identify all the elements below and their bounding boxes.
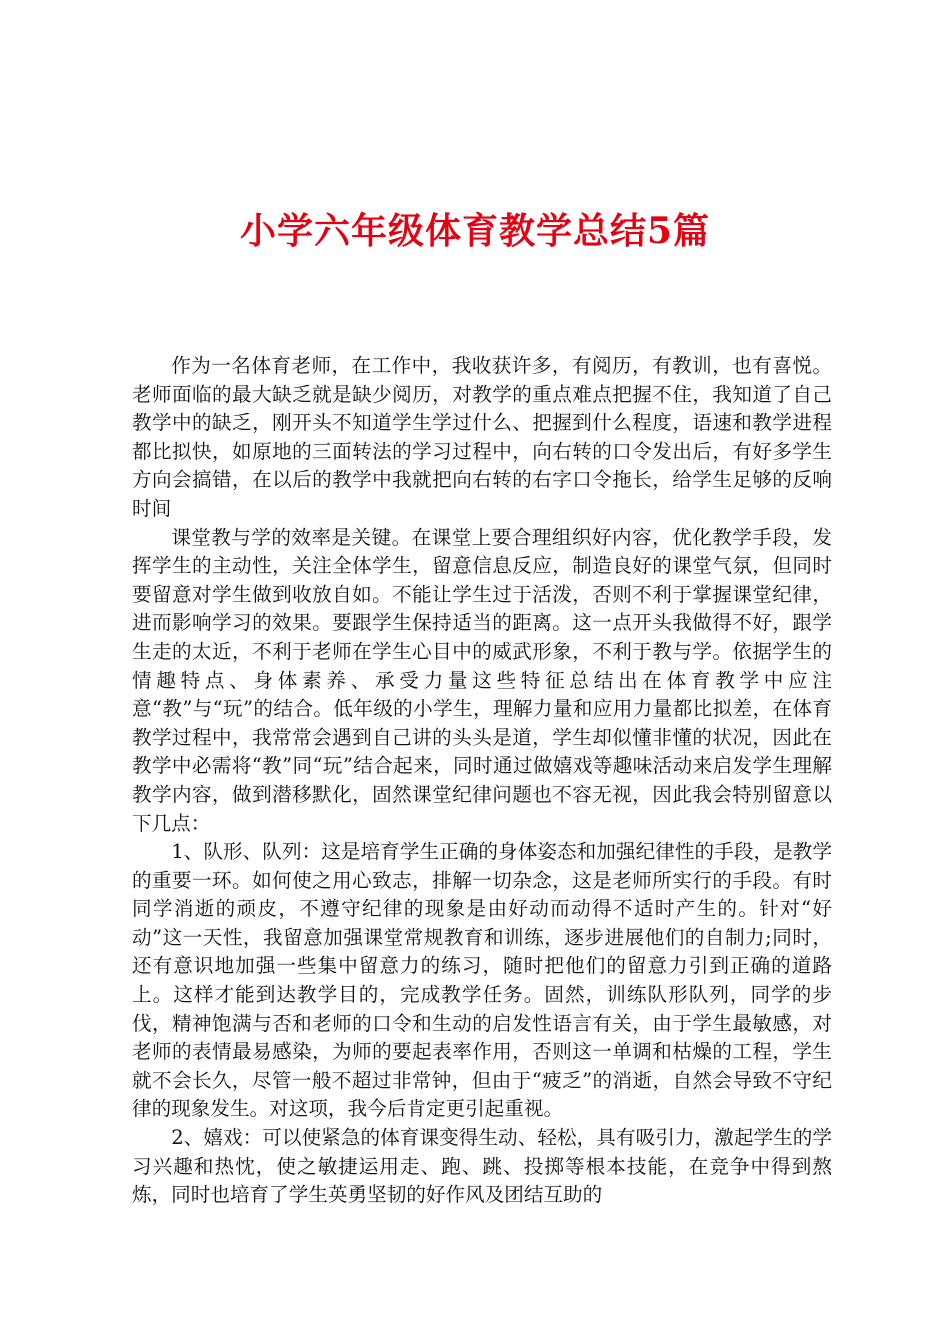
paragraph-formation-drill: 1、队形、队列：这是培育学生正确的身体姿态和加强纪律性的手段，是教学的重要一环。如何使之用心致志，排解一切杂念，这是老师所实行的手段。有时同学消逝的顽皮，不遵守纪律的现象是由好动而动得不适时产生的。针对“好动”这一天性，我留意加强课堂常规教育和训练，逐步进展他们的自制力;同时，还有意识地加强一些集中留意力的练习，随时把他们的留意力引到正确的道路上。这样才能到达教学目的，完成教学任务。固然，训练队形队列，同学的步伐，精神饱满与否和老师的口令和生动的启发性语言有关，由于学生最敏感，对老师的表情最易感染，为师的要起表率作用，否则这一单调和枯燥的工程，学生就不会长久，尽管一般不超过非常钟，但由于“疲乏”的消逝，自然会导致不守纪律的现象发生。对这项，我今后肯定更引起重视。 <box>132 840 832 1121</box>
document-title: 小学六年级体育教学总结5篇 <box>239 210 711 252</box>
paragraph-intro: 作为一名体育老师，在工作中，我收获许多，有阅历，有教训，也有喜悦。老师面临的最大缺乏就是缺少阅历，对教学的重点难点把握不住，我知道了自己教学中的缺乏，刚开头不知道学生学过什么、把握到什么程度，语速和教学进程都比拟快，如原地的三面转法的学习过程中，向右转的口令发出后，有好多学生方向会搞错，在以后的教学中我就把向右转的右字口令拖长，给学生足够的反响时间 <box>132 354 832 520</box>
document-body <box>132 352 832 1210</box>
paragraph-games: 2、嬉戏：可以使紧急的体育课变得生动、轻松，具有吸引力，激起学生的学习兴趣和热忱，使之敏捷运用走、跑、跳、投掷等根本技能，在竞争中得到熬炼，同时也培育了学生英勇坚韧的好作风及团结互助的 <box>132 1126 832 1207</box>
paragraph-classroom-efficiency: 课堂教与学的效率是关键。在课堂上要合理组织好内容，优化教学手段，发挥学生的主动性，关注全体学生，留意信息反应，制造良好的课堂气氛，但同时要留意对学生做到收放自如。不能让学生过于活泼，否则不利于掌握课堂纪律，进而影响学习的效果。要跟学生保持适当的距离。这一点开头我做得不好，跟学生走的太近，不利于老师在学生心目中的威武形象，不利于教与学。依据学生的情趣特点、身体素养、承受力量这些特征总结出在体育教学中应注意“教”与“玩”的结合。低年级的小学生，理解力量和应用力量都比拟差，在体育教学过程中，我常常会遇到自己讲的头头是道，学生却似懂非懂的状况，因此在教学中必需将“教”同“玩”结合起来，同时通过做嬉戏等趣味活动来启发学生理解教学内容，做到潜移默化，固然课堂纪律问题也不容无视，因此我会特别留意以下几点： <box>132 525 832 835</box>
